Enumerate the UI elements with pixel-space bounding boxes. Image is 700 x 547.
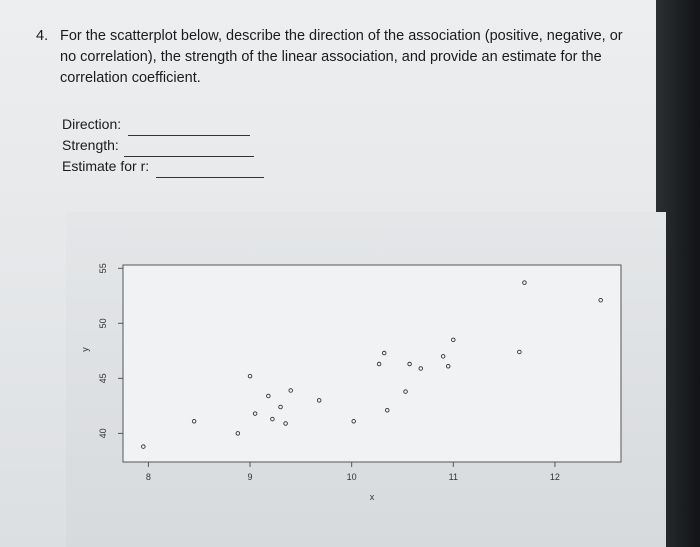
y-tick-label-2: 50	[98, 318, 108, 329]
question-text: For the scatterplot below, describe the direction of the association (positive, negative, or no correlation), the strength of the linear association, and provide an estimate for the correlation coefficient.	[60, 28, 623, 86]
y-tick-label-1: 45	[98, 373, 108, 384]
question-number: 4.	[36, 28, 49, 44]
y-tick-label-0: 40	[98, 428, 108, 439]
x-tick-label-3: 11	[448, 472, 458, 482]
y-axis-title: y	[80, 347, 90, 352]
estimate-r-label: Estimate for r:	[62, 158, 150, 174]
x-tick-label-2: 10	[346, 472, 357, 482]
x-axis-title: x	[369, 492, 375, 502]
plot-frame	[123, 265, 621, 462]
x-tick-label-1: 9	[247, 472, 253, 482]
strength-label: Strength:	[62, 137, 119, 153]
direction-label: Direction:	[62, 116, 122, 132]
x-tick-label-4: 12	[549, 472, 560, 482]
y-tick-label-3: 55	[98, 263, 108, 274]
x-tick-label-0: 8	[145, 472, 151, 482]
